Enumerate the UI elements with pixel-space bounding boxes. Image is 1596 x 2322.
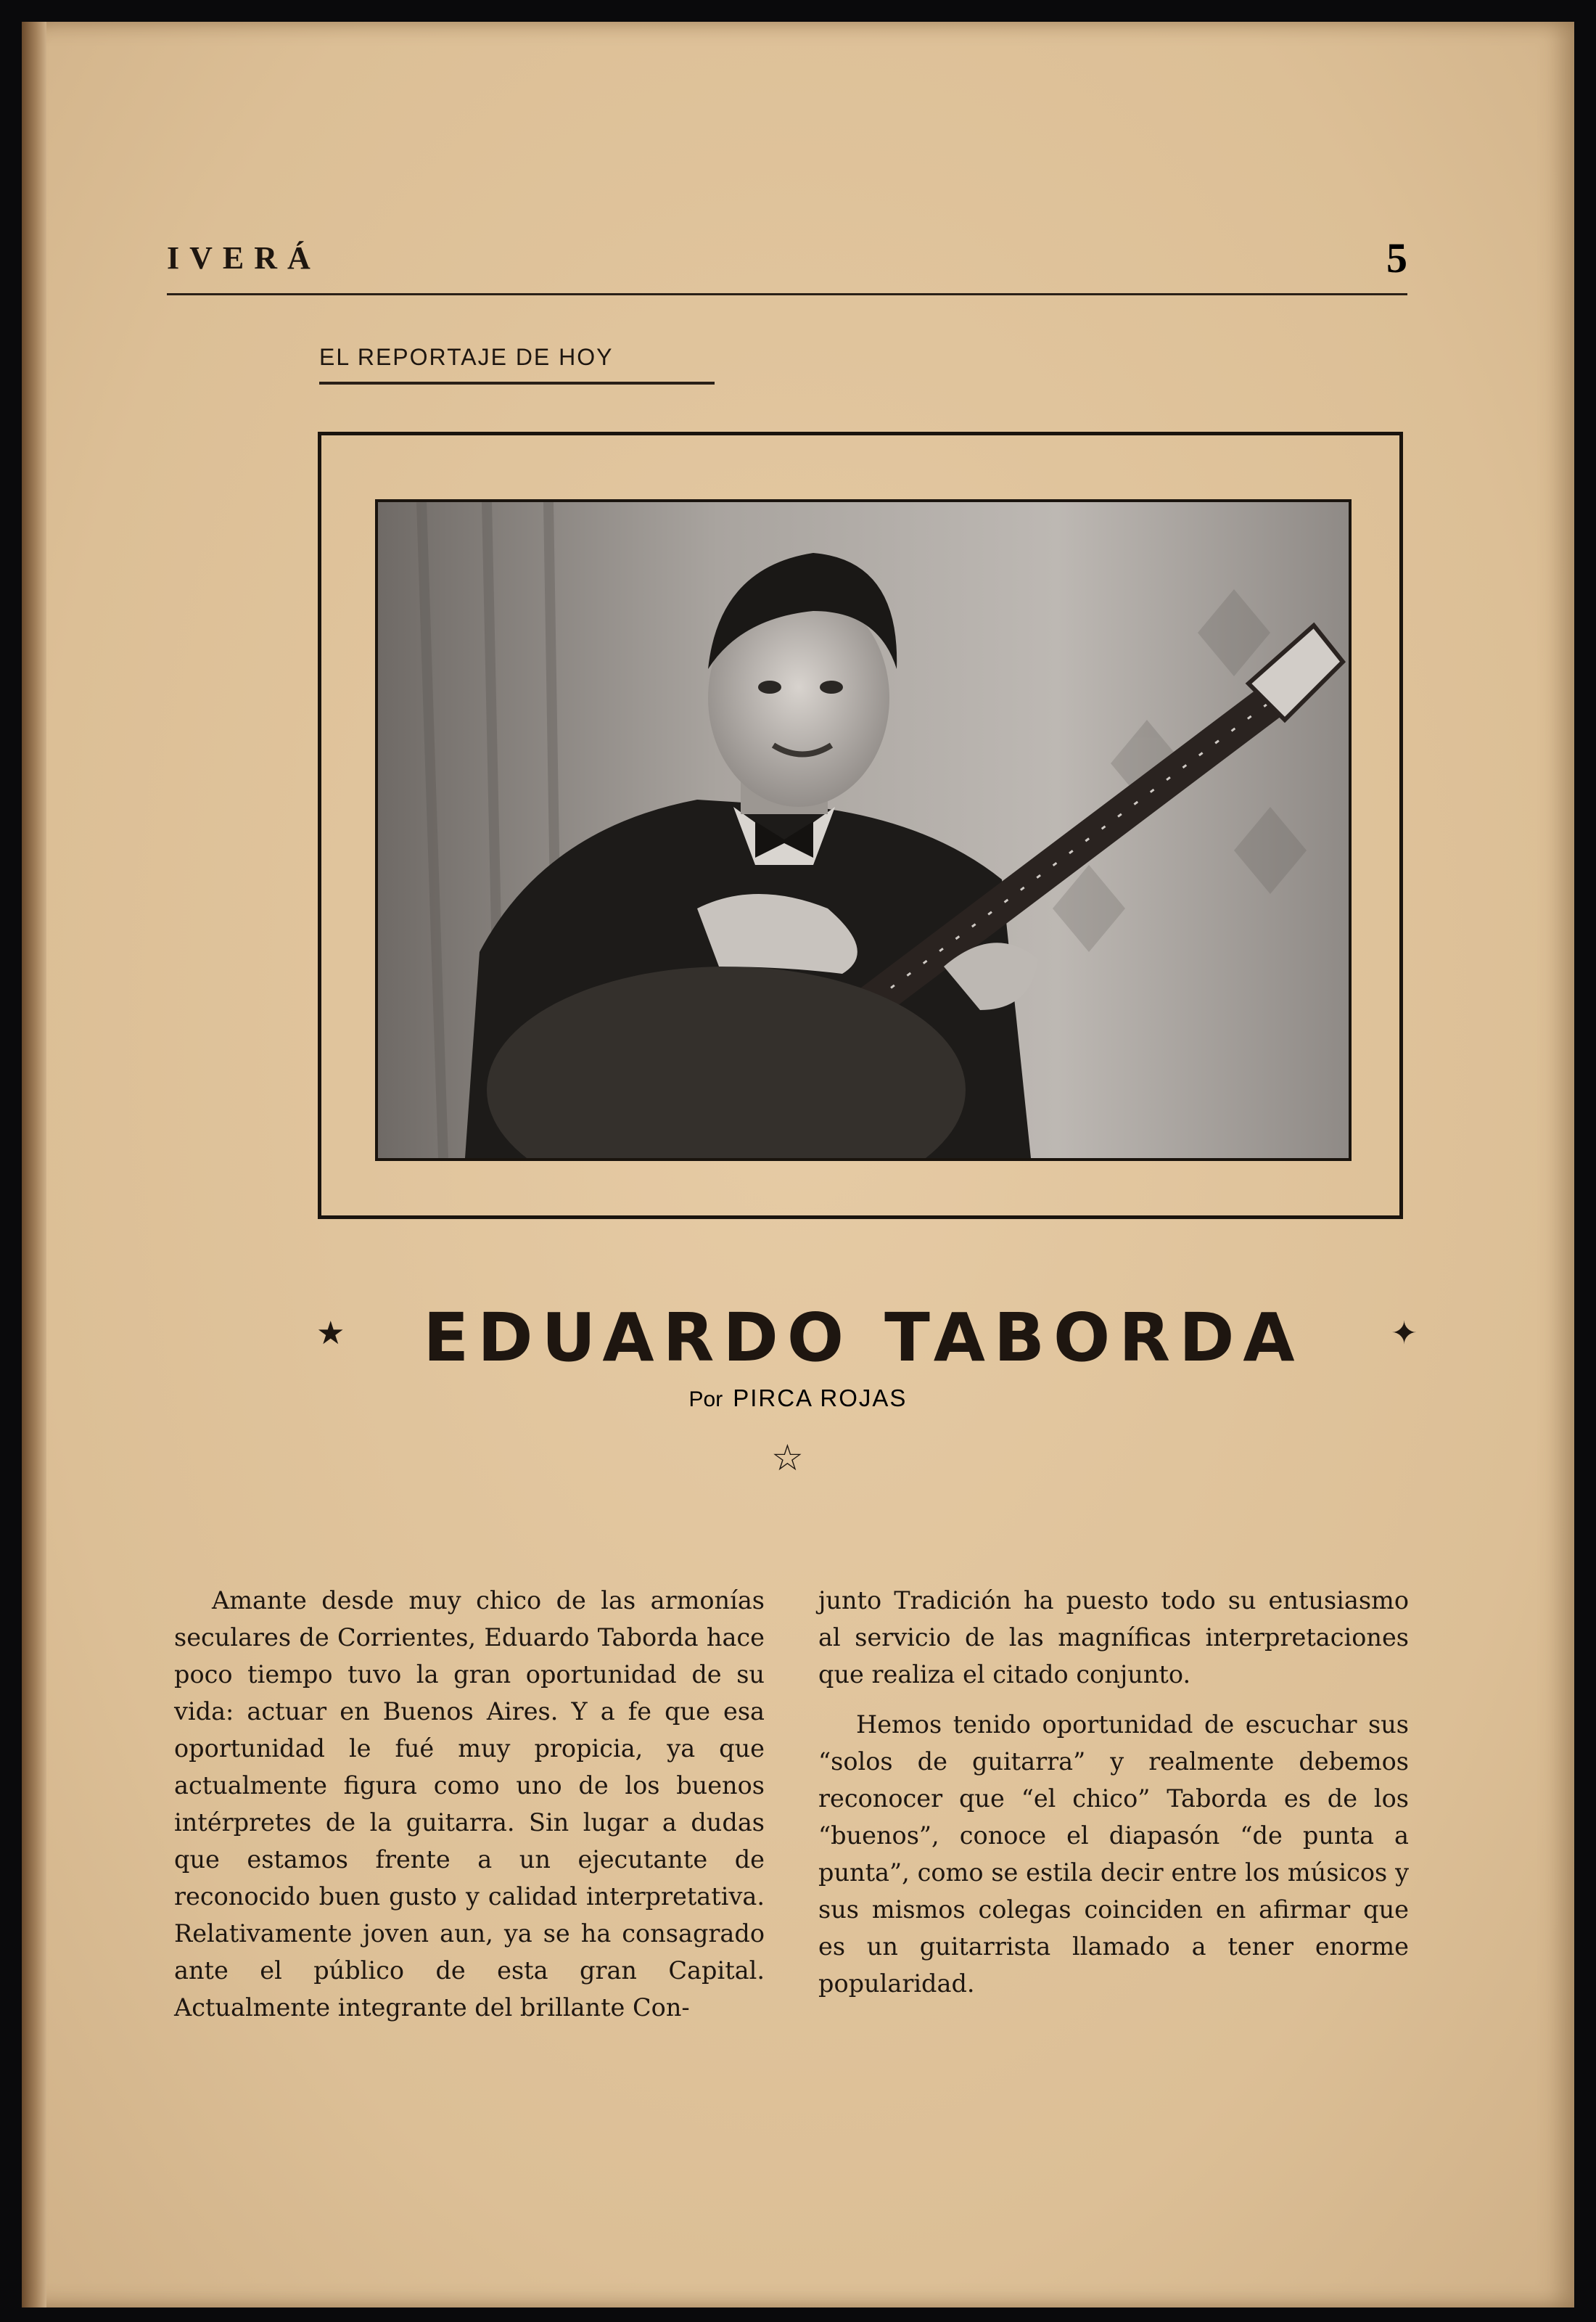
article-title: EDUARDO TABORDA <box>423 1299 1304 1377</box>
page-number: 5 <box>1386 234 1407 282</box>
magazine-name: IVERÁ <box>167 240 321 276</box>
title-star-right-icon: ✦ <box>1391 1315 1418 1352</box>
header-rule <box>167 293 1407 295</box>
running-header <box>167 234 1407 298</box>
body-paragraph: junto Tradición ha puesto todo su entusiasmo al servicio de las magníficas interpretaciones que realiza el citado conjunto. <box>818 1586 1409 1689</box>
body-paragraph: Amante desde muy chico de las armonías seculares de Corrientes, Eduardo Taborda hace poco tiempo tuvo la gran oportunidad de su vida: actuar en Buenos Aires. Y a fe que esa oportunidad le fué muy propicia, ya que actualmente figura como uno de los buenos intérpretes de la guitarra. Sin lugar a dudas que estamos frente a un ejecutante de reconocido buen gusto y calidad interpretativa. Relativamente joven aun, ya se ha consagrado ante el público de esta gran Capital. Actualmente integrante del brillante Con- <box>174 1586 765 2022</box>
page-binding-edge <box>22 22 46 2307</box>
article-column-right <box>818 1582 1409 2002</box>
photo-icon <box>378 502 1349 1158</box>
section-underline <box>319 382 715 385</box>
body-paragraph: Hemos tenido oportunidad de escuchar sus “solos de guitarra” y realmente debemos reconocer que “el chico” Taborda es de los “buenos”, conoce el diapasón “de punta a punta”, como se estila decir entre los músicos y sus mismos colegas coinciden en afirmar que es un guitarrista llamado a tener enorme popularidad. <box>818 1710 1409 1998</box>
byline-author: PIRCA ROJAS <box>733 1384 908 1411</box>
section-label: EL REPORTAJE DE HOY <box>319 344 614 370</box>
byline <box>0 1384 1596 1412</box>
article-column-left <box>174 1582 765 2026</box>
guitarist-photo <box>375 499 1352 1161</box>
byline-prefix: Por <box>688 1387 723 1411</box>
ornament-star-icon: ☆ <box>771 1437 804 1479</box>
article-title-row <box>305 1299 1422 1379</box>
title-star-left-icon: ★ <box>316 1315 345 1352</box>
